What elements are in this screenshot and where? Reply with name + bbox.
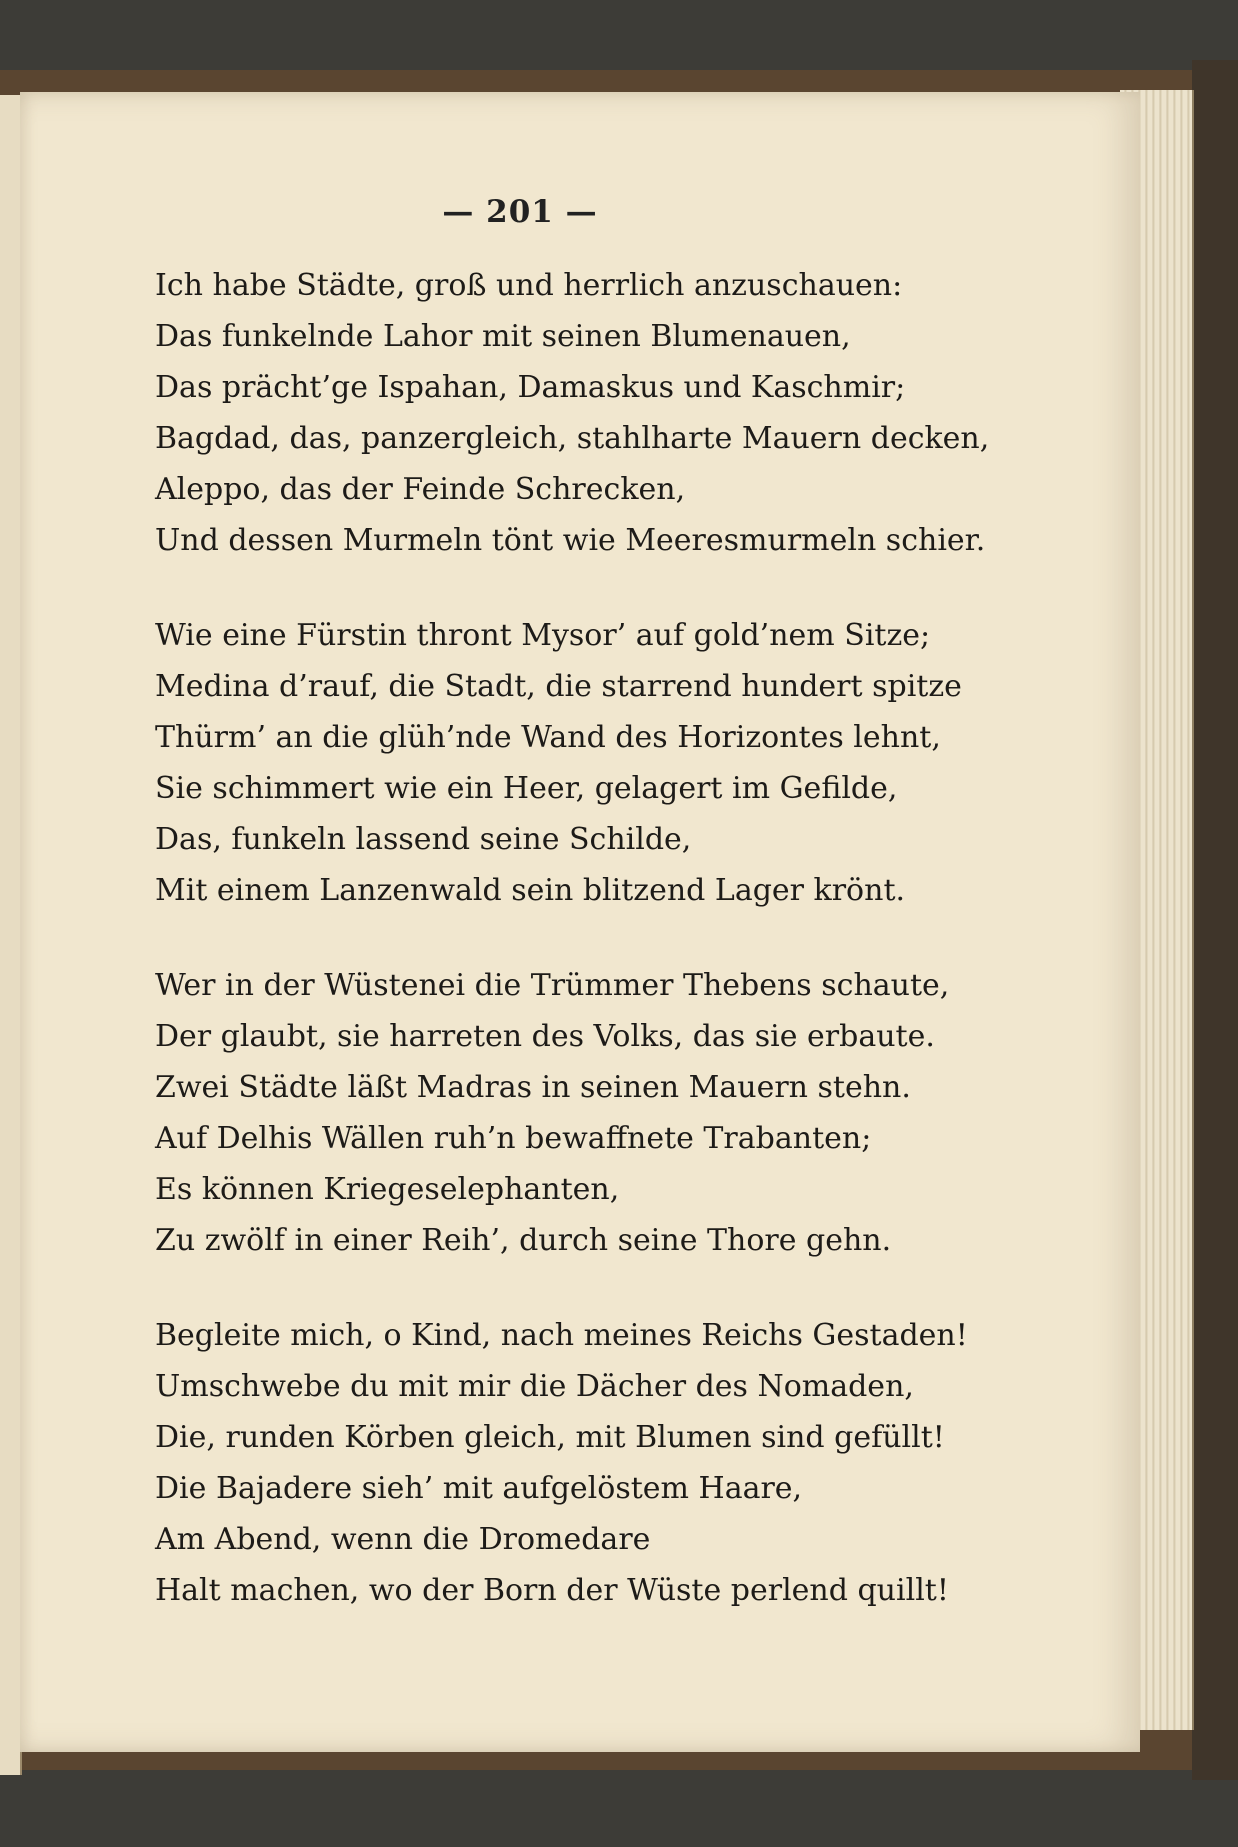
poem-line: Halt machen, wo der Born der Wüste perlend quillt! <box>155 1573 949 1608</box>
poem-line: Umschwebe du mit mir die Dächer des Nomaden, <box>155 1369 914 1404</box>
poem-line: Zu zwölf in einer Reih’, durch seine Thore gehn. <box>155 1223 892 1258</box>
book-page <box>20 92 1140 1752</box>
poem-line: Begleite mich, o Kind, nach meines Reichs Gestaden! <box>155 1318 968 1353</box>
book-cover-right-edge <box>1192 60 1238 1780</box>
poem-line: Wer in der Wüstenei die Trümmer Thebens schaute, <box>155 968 950 1003</box>
poem-line: Bagdad, das, panzergleich, stahlharte Mauern decken, <box>155 421 990 456</box>
poem-line: Die Bajadere sieh’ mit aufgelöstem Haare, <box>155 1471 803 1506</box>
poem-line: Zwei Städte läßt Madras in seinen Mauern stehn. <box>155 1070 911 1105</box>
facing-page-edge <box>0 95 22 1775</box>
poem-text <box>155 260 1035 1616</box>
stanza-1 <box>155 260 1035 566</box>
poem-line: Aleppo, das der Feinde Schrecken, <box>155 472 686 507</box>
poem-line: Mit einem Lanzenwald sein blitzend Lager krönt. <box>155 873 906 908</box>
poem-line: Es können Kriegeselephanten, <box>155 1172 620 1207</box>
page-number: — 201 — <box>442 194 598 230</box>
poem-line: Auf Delhis Wällen ruh’n bewaffnete Trabanten; <box>155 1121 872 1156</box>
stanza-2 <box>155 610 1035 916</box>
poem-line: Der glaubt, sie harreten des Volks, das sie erbaute. <box>155 1019 935 1054</box>
stanza-4 <box>155 1310 1035 1616</box>
poem-line: Das funkelnde Lahor mit seinen Blumenauen, <box>155 319 851 354</box>
poem-line: Die, runden Körben gleich, mit Blumen sind gefüllt! <box>155 1420 945 1455</box>
poem-line: Das, funkeln lassend seine Schilde, <box>155 822 692 857</box>
poem-line: Medina d’rauf, die Stadt, die starrend hundert spitze <box>155 669 962 704</box>
poem-line: Sie schimmert wie ein Heer, gelagert im Gefilde, <box>155 771 898 806</box>
poem-line: Am Abend, wenn die Dromedare <box>155 1522 651 1557</box>
poem-line: Und dessen Murmeln tönt wie Meeresmurmeln schier. <box>155 523 986 558</box>
poem-line: Ich habe Städte, groß und herrlich anzuschauen: <box>155 268 903 303</box>
poem-line: Wie eine Fürstin thront Mysor’ auf gold’nem Sitze; <box>155 618 931 653</box>
stanza-3 <box>155 960 1035 1266</box>
poem-line: Das prächt’ge Ispahan, Damaskus und Kaschmir; <box>155 370 906 405</box>
poem-line: Thürm’ an die glüh’nde Wand des Horizontes lehnt, <box>155 720 941 755</box>
